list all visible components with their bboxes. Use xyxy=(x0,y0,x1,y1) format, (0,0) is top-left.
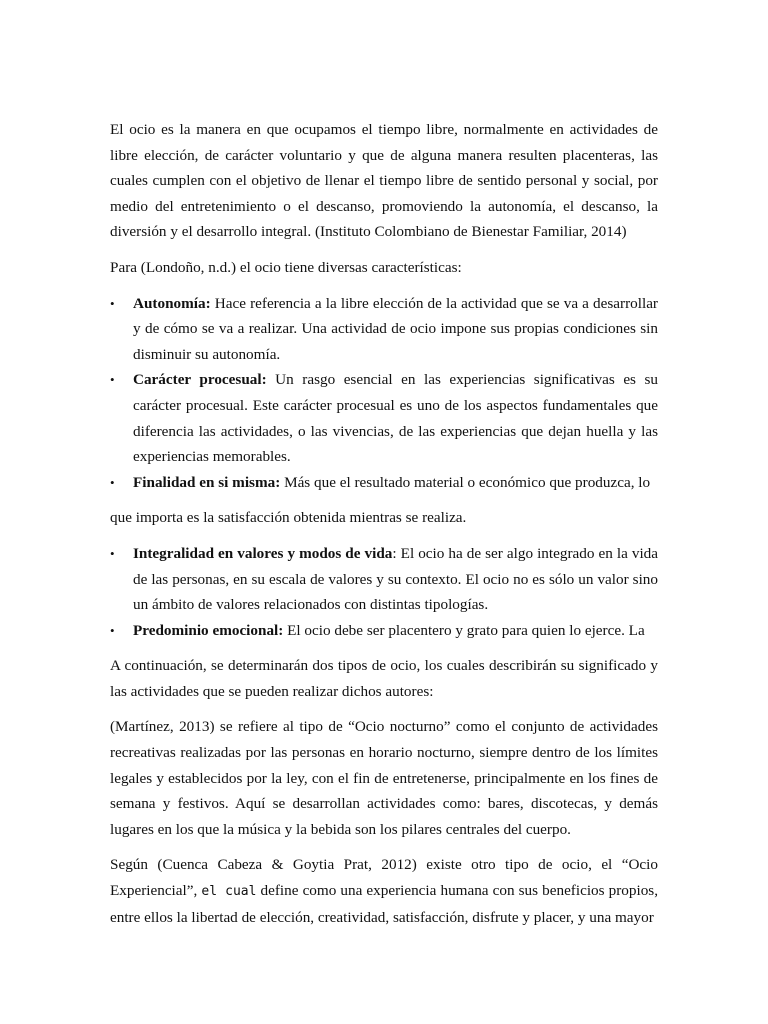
paragraph-tipos-ocio: A continuación, se determinarán dos tipos de ocio, los cuales describirán su significado y las actividades que se pueden realizar dichos autores: xyxy=(110,657,658,700)
characteristics-list-1 xyxy=(110,291,658,496)
list-item xyxy=(110,470,658,496)
paragraph-text-before: Según (Cuenca Cabeza & Goytia Prat, 2012) existe otro tipo de ocio, el “Ocio Experiencial”, xyxy=(110,856,658,900)
list-item-text: Más que el resultado material o económico que produzca, lo xyxy=(280,473,651,491)
list-item-term: Predominio emocional: xyxy=(133,621,284,639)
list-item-term: Autonomía: xyxy=(133,294,211,312)
list-item-text: Hace referencia a la libre elección de la actividad que se va a desarrollar y de cómo se va a realizar. Una actividad de ocio impone sus propias condiciones sin disminuir su autonomía. xyxy=(133,294,658,363)
paragraph-ocio-experiencial xyxy=(110,852,658,930)
document-page xyxy=(110,117,658,930)
paragraph-definition-ocio: El ocio es la manera en que ocupamos el tiempo libre, normalmente en actividades de libre elección, de carácter voluntario y que de alguna manera resulten placenteras, las cuales cumplen con el objetivo de llenar el tiempo libre de sentido personal y social, por medio del entretenimiento o el descanso, promoviendo la autonomía, el descanso, la diversión y el desarrollo integral. (Instituto Colombiano de Bienestar Familiar, 2014) xyxy=(110,121,658,241)
list-item xyxy=(110,367,658,469)
bullet-icon: • xyxy=(110,372,115,388)
list-item-term: Carácter procesual: xyxy=(133,371,267,389)
bullet-icon: • xyxy=(110,295,115,311)
characteristics-list-2 xyxy=(110,541,658,643)
list-item xyxy=(110,541,658,618)
paragraph-text-mono: el cual xyxy=(201,884,257,900)
list-item-text: : El ocio ha de ser algo integrado en la vida de las personas, en su escala de valores y su contexto. El ocio no es sólo un valor sino un ámbito de valores relacionados con distintas tipologías. xyxy=(133,544,659,614)
list-item-text: Un rasgo esencial en las experiencias significativas es su carácter procesual. Este carácter procesual es uno de los aspectos fundamentales que diferencia las actividades, o las vivencias, de las experiencias que dejan huella y las experiencias memorables. xyxy=(133,371,658,466)
bullet-icon: • xyxy=(110,545,115,561)
list-item-term: Integralidad en valores y modos de vida xyxy=(133,544,393,562)
list-item-term: Finalidad en si misma: xyxy=(133,473,281,491)
list-item xyxy=(110,291,658,368)
paragraph-caracteristicas-intro: Para (Londoño, n.d.) el ocio tiene diversas características: xyxy=(110,258,462,276)
bullet-icon: • xyxy=(110,622,115,638)
paragraph-ocio-nocturno: (Martínez, 2013) se refiere al tipo de “Ocio nocturno” como el conjunto de actividades recreativas realizadas por las personas en horario nocturno, siempre dentro de los límites legales y establecidos por la ley, con el fin de entretenerse, principalmente en los fines de semana y festivos. Aquí se desarrollan actividades como: bares, discotecas, y demás lugares en los que la música y la bebida son los pilares centrales del cuerpo. xyxy=(110,718,658,838)
list-item xyxy=(110,618,658,644)
paragraph-finalidad-continuation: que importa es la satisfacción obtenida mientras se realiza. xyxy=(110,509,467,527)
bullet-icon: • xyxy=(110,474,115,490)
list-item-text: El ocio debe ser placentero y grato para quien lo ejerce. La xyxy=(283,621,645,639)
paragraph-text-after: define como una experiencia humana con sus beneficios propios, entre ellos la libertad de elección, creatividad, satisfacción, disfrute y placer, y una mayor xyxy=(110,882,658,926)
